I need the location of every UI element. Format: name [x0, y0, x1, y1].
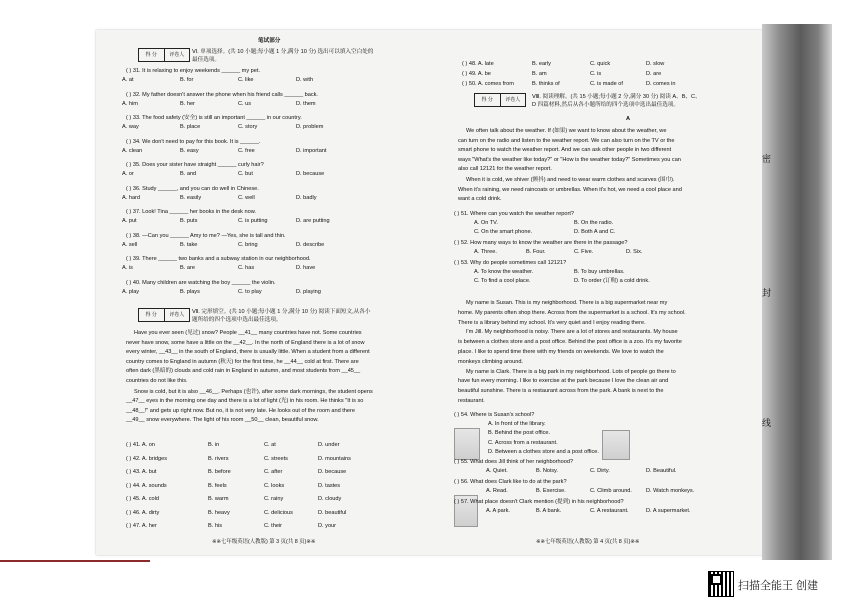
- qr-code-icon: [708, 571, 734, 597]
- passage-line: __47__ eyes in the morning one day and there is a lot of light (光) in his room. He thinks "It is so: [126, 398, 364, 405]
- passage-line: When it's raining, we need raincoats or umbrellas. When it's hot, we need a cool place and: [458, 186, 682, 193]
- answer-option: B. his: [208, 523, 222, 529]
- answer-option: C. has: [238, 265, 255, 271]
- question-stem: ( ) 52. How many ways to know the weather are there in the passage?: [454, 240, 628, 246]
- scanner-watermark: 扫描全能王 创建: [738, 580, 819, 592]
- building-picture: [602, 430, 630, 460]
- question-stem: ( ) 39. There ______ two banks and a subway station in our neighborhood.: [126, 256, 311, 262]
- passage-line: every winter, __43__ in the south of England, there is usually little. When a student from a different: [126, 349, 370, 356]
- answer-option: C. delicious: [264, 509, 293, 516]
- section-8-header-cont: D 四篇材料,然后从各小题所给的四个选项中选出最佳选项。: [532, 102, 679, 108]
- answer-option: B. early: [532, 61, 551, 67]
- answer-option: D. beautiful: [318, 509, 347, 516]
- answer-option: B. rivers: [208, 455, 229, 462]
- passage-line: When it is cold, we shiver (颤抖) and need to wear warm clothes and scarves (围巾).: [466, 176, 675, 183]
- answer-option: C. Climb around.: [590, 488, 632, 494]
- passage-line: We often talk about the weather. If (如果) we want to know about the weather, we: [466, 128, 667, 134]
- answer-option: D. under: [318, 442, 340, 448]
- answer-option: D. important: [296, 147, 327, 154]
- answer-option: D. because: [318, 469, 347, 475]
- answer-option: D. have: [296, 265, 316, 271]
- answer-option: D. cloudy: [318, 496, 342, 502]
- question-stem: ( ) 35. Does your sister have straight ______ curly hair?: [126, 162, 264, 168]
- answer-option: C. quick: [590, 61, 611, 67]
- answer-option: A. put: [122, 218, 137, 224]
- answer-option: ( ) 45. A. cold: [126, 496, 159, 502]
- passage-a-label: A: [626, 116, 631, 122]
- passage-line: is between a clothes store and a post office. Behind the post office is a zoo. It's my favorite: [458, 339, 682, 346]
- question-stem: ( ) 36. Study ______, and you can do well in Chinese.: [126, 185, 259, 192]
- answer-option: A. him: [122, 100, 138, 107]
- question-stem: ( ) 33. The food safety (安全) is still an important ______ in our country.: [126, 115, 302, 121]
- answer-option: C. To find a cool place.: [474, 278, 531, 284]
- answer-option: B. easy: [180, 147, 199, 154]
- answer-option: D. Six.: [626, 249, 643, 255]
- answer-option: A. play: [122, 288, 140, 295]
- answer-option: D. Beautiful.: [646, 468, 677, 474]
- answer-option: A. way: [122, 124, 139, 130]
- passage-line: have fun every morning. I like to exercise at the park because I love the clean air and: [458, 378, 669, 385]
- passage-line: home. My parents often shop there. Across from the supermarket is a school. It's my school.: [458, 309, 686, 316]
- answer-option: B. and: [180, 171, 197, 177]
- answer-option: C. looks: [264, 482, 285, 489]
- question-stem: ( ) 54. Where is Susan's school?: [454, 412, 535, 418]
- answer-option: D. are: [646, 71, 662, 77]
- answer-option: B. for: [180, 77, 194, 83]
- answer-option: B. A bank.: [536, 508, 562, 514]
- page-footer: ※※七年级英语(人教版) 第 4 页(共 8 页)※※: [536, 539, 640, 545]
- answer-option: C. at: [264, 442, 276, 448]
- edge-mark-fold: 封: [762, 289, 772, 299]
- passage-line: __48__!" and gets up right now. But no, it is not very late. He looks out of the room and there: [126, 407, 355, 414]
- answer-option: B. place: [180, 124, 201, 130]
- answer-option: A. On TV.: [474, 220, 498, 226]
- answer-option: D. because: [296, 171, 325, 177]
- question-stem: ( ) 57. What place doesn't Clark mention (提到) in his neighborhood?: [454, 499, 624, 505]
- answer-option: C. Five.: [574, 249, 594, 255]
- answer-option: C. their: [264, 523, 283, 529]
- answer-option: D. describe: [296, 241, 325, 248]
- answer-option: A. In front of the library.: [488, 421, 546, 427]
- edge-mark-line: 线: [762, 419, 772, 429]
- answer-option: A. clean: [122, 147, 143, 154]
- answer-option: A. or: [122, 171, 134, 177]
- answer-option: D. are putting: [296, 218, 330, 224]
- score-box: 得 分 评卷人: [474, 93, 526, 107]
- answer-option: A. Quiet.: [486, 468, 508, 474]
- answer-option: C. well: [238, 194, 255, 201]
- section-6-header-cont: 最佳选项。: [192, 57, 220, 63]
- answer-option: B. her: [180, 100, 195, 107]
- passage-line: ways "What's the weather like today?" or "How is the weather today?" Sometimes you can: [458, 156, 681, 163]
- answer-option: B. take: [180, 241, 198, 248]
- answer-option: B. am: [532, 71, 547, 77]
- answer-option: C. Across from a restaurant.: [488, 439, 558, 446]
- answer-option: D. Between a clothes store and a post office.: [488, 449, 599, 456]
- answer-option: A. is: [122, 265, 133, 271]
- passage-line: beautiful sunshine. There is a restaurant across from the park. A bank is next to the: [458, 388, 664, 395]
- answer-option: C. bring: [238, 241, 258, 248]
- answer-option: C. rainy: [264, 496, 284, 502]
- passage-line: __49__ snow everywhere. The light of his room __50__ clean, beautiful snow.: [126, 417, 319, 424]
- section-7-header: Ⅶ. 完形填空。(共 10 小题;每小题 1 分,满分 10 分) 阅读下面短文,从各小: [192, 309, 371, 315]
- question-stem: ( ) 51. Where can you watch the weather report?: [454, 211, 575, 217]
- passage-line: My name is Susan. This is my neighborhood. There is a big supermarket near my: [466, 300, 668, 306]
- answer-option: D. badly: [296, 194, 317, 201]
- answer-option: D. Watch monkeys.: [646, 488, 695, 494]
- answer-option: A. To know the weather.: [474, 269, 534, 275]
- passage-line: also call 12121 for the weather report.: [458, 166, 552, 173]
- binding-edge: [762, 24, 832, 560]
- answer-option: D. slow: [646, 61, 665, 67]
- answer-option: ( ) 49. A. be: [462, 71, 491, 77]
- passage-line: smart phone to watch the weather report. And we can ask other people in two different: [458, 147, 672, 154]
- question-stem: ( ) 34. We don't need to pay for this book. It is ______.: [126, 138, 261, 145]
- passage-line: often dark (黑暗的) clouds and cold rain in England in autumn, and most students from __45__: [126, 368, 361, 375]
- question-stem: ( ) 31. It is relaxing to enjoy weekends ______ my pet.: [126, 68, 261, 74]
- answer-option: A. A park.: [486, 508, 510, 514]
- passage-line: monkeys climbing around.: [458, 358, 523, 365]
- section-title: 笔试部分: [258, 38, 281, 44]
- answer-option: C. On the smart phone.: [474, 229, 533, 235]
- passage-line: Have you ever seen (见过) snow? People __41__ many countries have not. Some countries: [134, 330, 362, 336]
- answer-option: B. heavy: [208, 509, 230, 516]
- answer-option: B. thinks of: [532, 81, 560, 87]
- question-stem: ( ) 56. What does Clark like to do at the park?: [454, 479, 567, 485]
- answer-option: A. hard: [122, 194, 141, 201]
- answer-option: D. playing: [296, 288, 321, 295]
- answer-option: C. free: [238, 147, 255, 154]
- answer-option: ( ) 48. A. late: [462, 61, 494, 67]
- answer-option: B. Noisy.: [536, 468, 558, 474]
- question-stem: ( ) 53. Why do people sometimes call 12121?: [454, 260, 567, 266]
- answer-option: C. is made of: [590, 81, 623, 87]
- answer-option: B. Behind the post office.: [488, 430, 551, 437]
- answer-option: D. mountains: [318, 455, 351, 462]
- answer-option: C. A restaurant.: [590, 508, 629, 514]
- answer-option: D. your: [318, 523, 337, 529]
- answer-option: D. with: [296, 77, 314, 83]
- answer-option: B. plays: [180, 288, 200, 295]
- answer-option: B. puts: [180, 218, 198, 224]
- answer-option: B. in: [208, 442, 220, 448]
- decorative-bar: [0, 560, 150, 562]
- answer-option: C. after: [264, 469, 283, 475]
- section-7-header-cont: 题所给的四个选项中选出最佳选项。: [192, 317, 282, 323]
- answer-option: ( ) 50. A. comes from: [462, 81, 514, 87]
- answer-option: A. at: [122, 77, 134, 83]
- answer-option: B. Four.: [526, 249, 546, 255]
- question-stem: ( ) 32. My father doesn't answer the phone when his friend calls ______ back.: [126, 91, 318, 98]
- answer-option: ( ) 44. A. sounds: [126, 482, 167, 489]
- passage-line: place. I like to spend time there with my friends on weekends. We love to watch the: [458, 349, 664, 355]
- question-stem: ( ) 40. Many children are watching the boy ______ the violin.: [126, 279, 276, 286]
- answer-option: B. are: [180, 265, 195, 271]
- section-6-header: Ⅵ. 单项选择。(共 10 小题;每小题 1 分,满分 10 分) 选出可以填入空白处的: [192, 49, 374, 55]
- passage-line: never have snow, some have a little on the __42__. In the north of England there is a lot of snow: [126, 339, 365, 346]
- answer-option: D. To order (订购) a cold drink.: [574, 278, 650, 284]
- score-box: 得 分 评卷人: [138, 48, 190, 62]
- answer-option: C. us: [238, 100, 252, 107]
- answer-option: ( ) 43. A. but: [126, 469, 157, 475]
- answer-option: B. feels: [208, 482, 227, 489]
- answer-option: D. Both A and C.: [574, 229, 616, 235]
- answer-option: B. easily: [180, 194, 202, 201]
- passage-line: country comes to England in autumn (秋天) for the first time, he __44__ cold at first. There are: [126, 358, 359, 365]
- answer-option: B. warm: [208, 496, 229, 502]
- edge-mark-seal: 密: [762, 155, 772, 165]
- answer-option: B. To buy umbrellas.: [574, 269, 625, 275]
- answer-option: D. A supermarket.: [646, 508, 691, 514]
- question-stem: ( ) 38. —Can you ______ Amy to me? —Yes, she is tall and thin.: [126, 232, 286, 239]
- question-stem: ( ) 55. What does Jill think of her neighborhood?: [454, 459, 574, 465]
- score-box: 得 分 评卷人: [138, 308, 190, 322]
- answer-option: A. sell: [122, 241, 138, 248]
- answer-option: C. to play: [238, 288, 262, 295]
- answer-option: A. Read.: [486, 488, 508, 494]
- answer-option: C. like: [238, 77, 254, 83]
- school-picture: [454, 428, 480, 460]
- answer-option: ( ) 46. A. dirty: [126, 509, 160, 516]
- passage-line: countries do not like this.: [126, 378, 188, 384]
- answer-option: A. Three.: [474, 249, 497, 255]
- question-stem: ( ) 37. Look! Tina ______ her books in the desk now.: [126, 209, 256, 215]
- answer-option: B. On the radio.: [574, 220, 614, 226]
- answer-option: D. tastes: [318, 482, 341, 489]
- answer-option: B. before: [208, 469, 231, 475]
- passage-line: I'm Jill. My neighborhood is noisy. There are a lot of stores and restaurants. My house: [466, 329, 678, 336]
- answer-option: B. Exercise.: [536, 488, 566, 494]
- answer-option: C. is putting: [238, 218, 268, 224]
- answer-option: ( ) 41. A. on: [126, 442, 155, 448]
- page-footer: ※※七年级英语(人教版) 第 3 页(共 8 页)※※: [212, 539, 316, 545]
- section-8-header: Ⅷ. 阅读理解。(共 15 小题;每小题 2 分,满分 30 分) 阅读 A、B、C、: [532, 94, 701, 100]
- passage-line: can turn on the radio and listen to the weather report. We can also turn on the TV or the: [458, 137, 675, 144]
- answer-option: C. streets: [264, 455, 288, 462]
- passage-line: restaurant.: [458, 398, 485, 404]
- answer-option: D. them: [296, 100, 316, 107]
- passage-line: My name is Clark. There is a big park in my neighborhood. Lots of people go there to: [466, 368, 676, 375]
- answer-option: C. Dirty.: [590, 468, 610, 474]
- answer-option: ( ) 47. A. her: [126, 523, 157, 529]
- answer-option: D. comes in: [646, 81, 676, 87]
- passage-line: Snow is cold, but it is also __46__. Perhaps (也许), after some dark mornings, the student opens: [134, 388, 373, 395]
- answer-option: D. problem: [296, 124, 324, 130]
- passage-line: There is a library behind my school. It's very quiet and I enjoy reading there.: [458, 319, 646, 326]
- answer-option: ( ) 42. A. bridges: [126, 455, 168, 462]
- answer-option: C. but: [238, 171, 253, 177]
- exam-sheet: [96, 30, 768, 555]
- answer-option: C. is: [590, 71, 602, 77]
- passage-line: want a cold drink.: [458, 196, 502, 203]
- answer-option: C. story: [238, 124, 258, 130]
